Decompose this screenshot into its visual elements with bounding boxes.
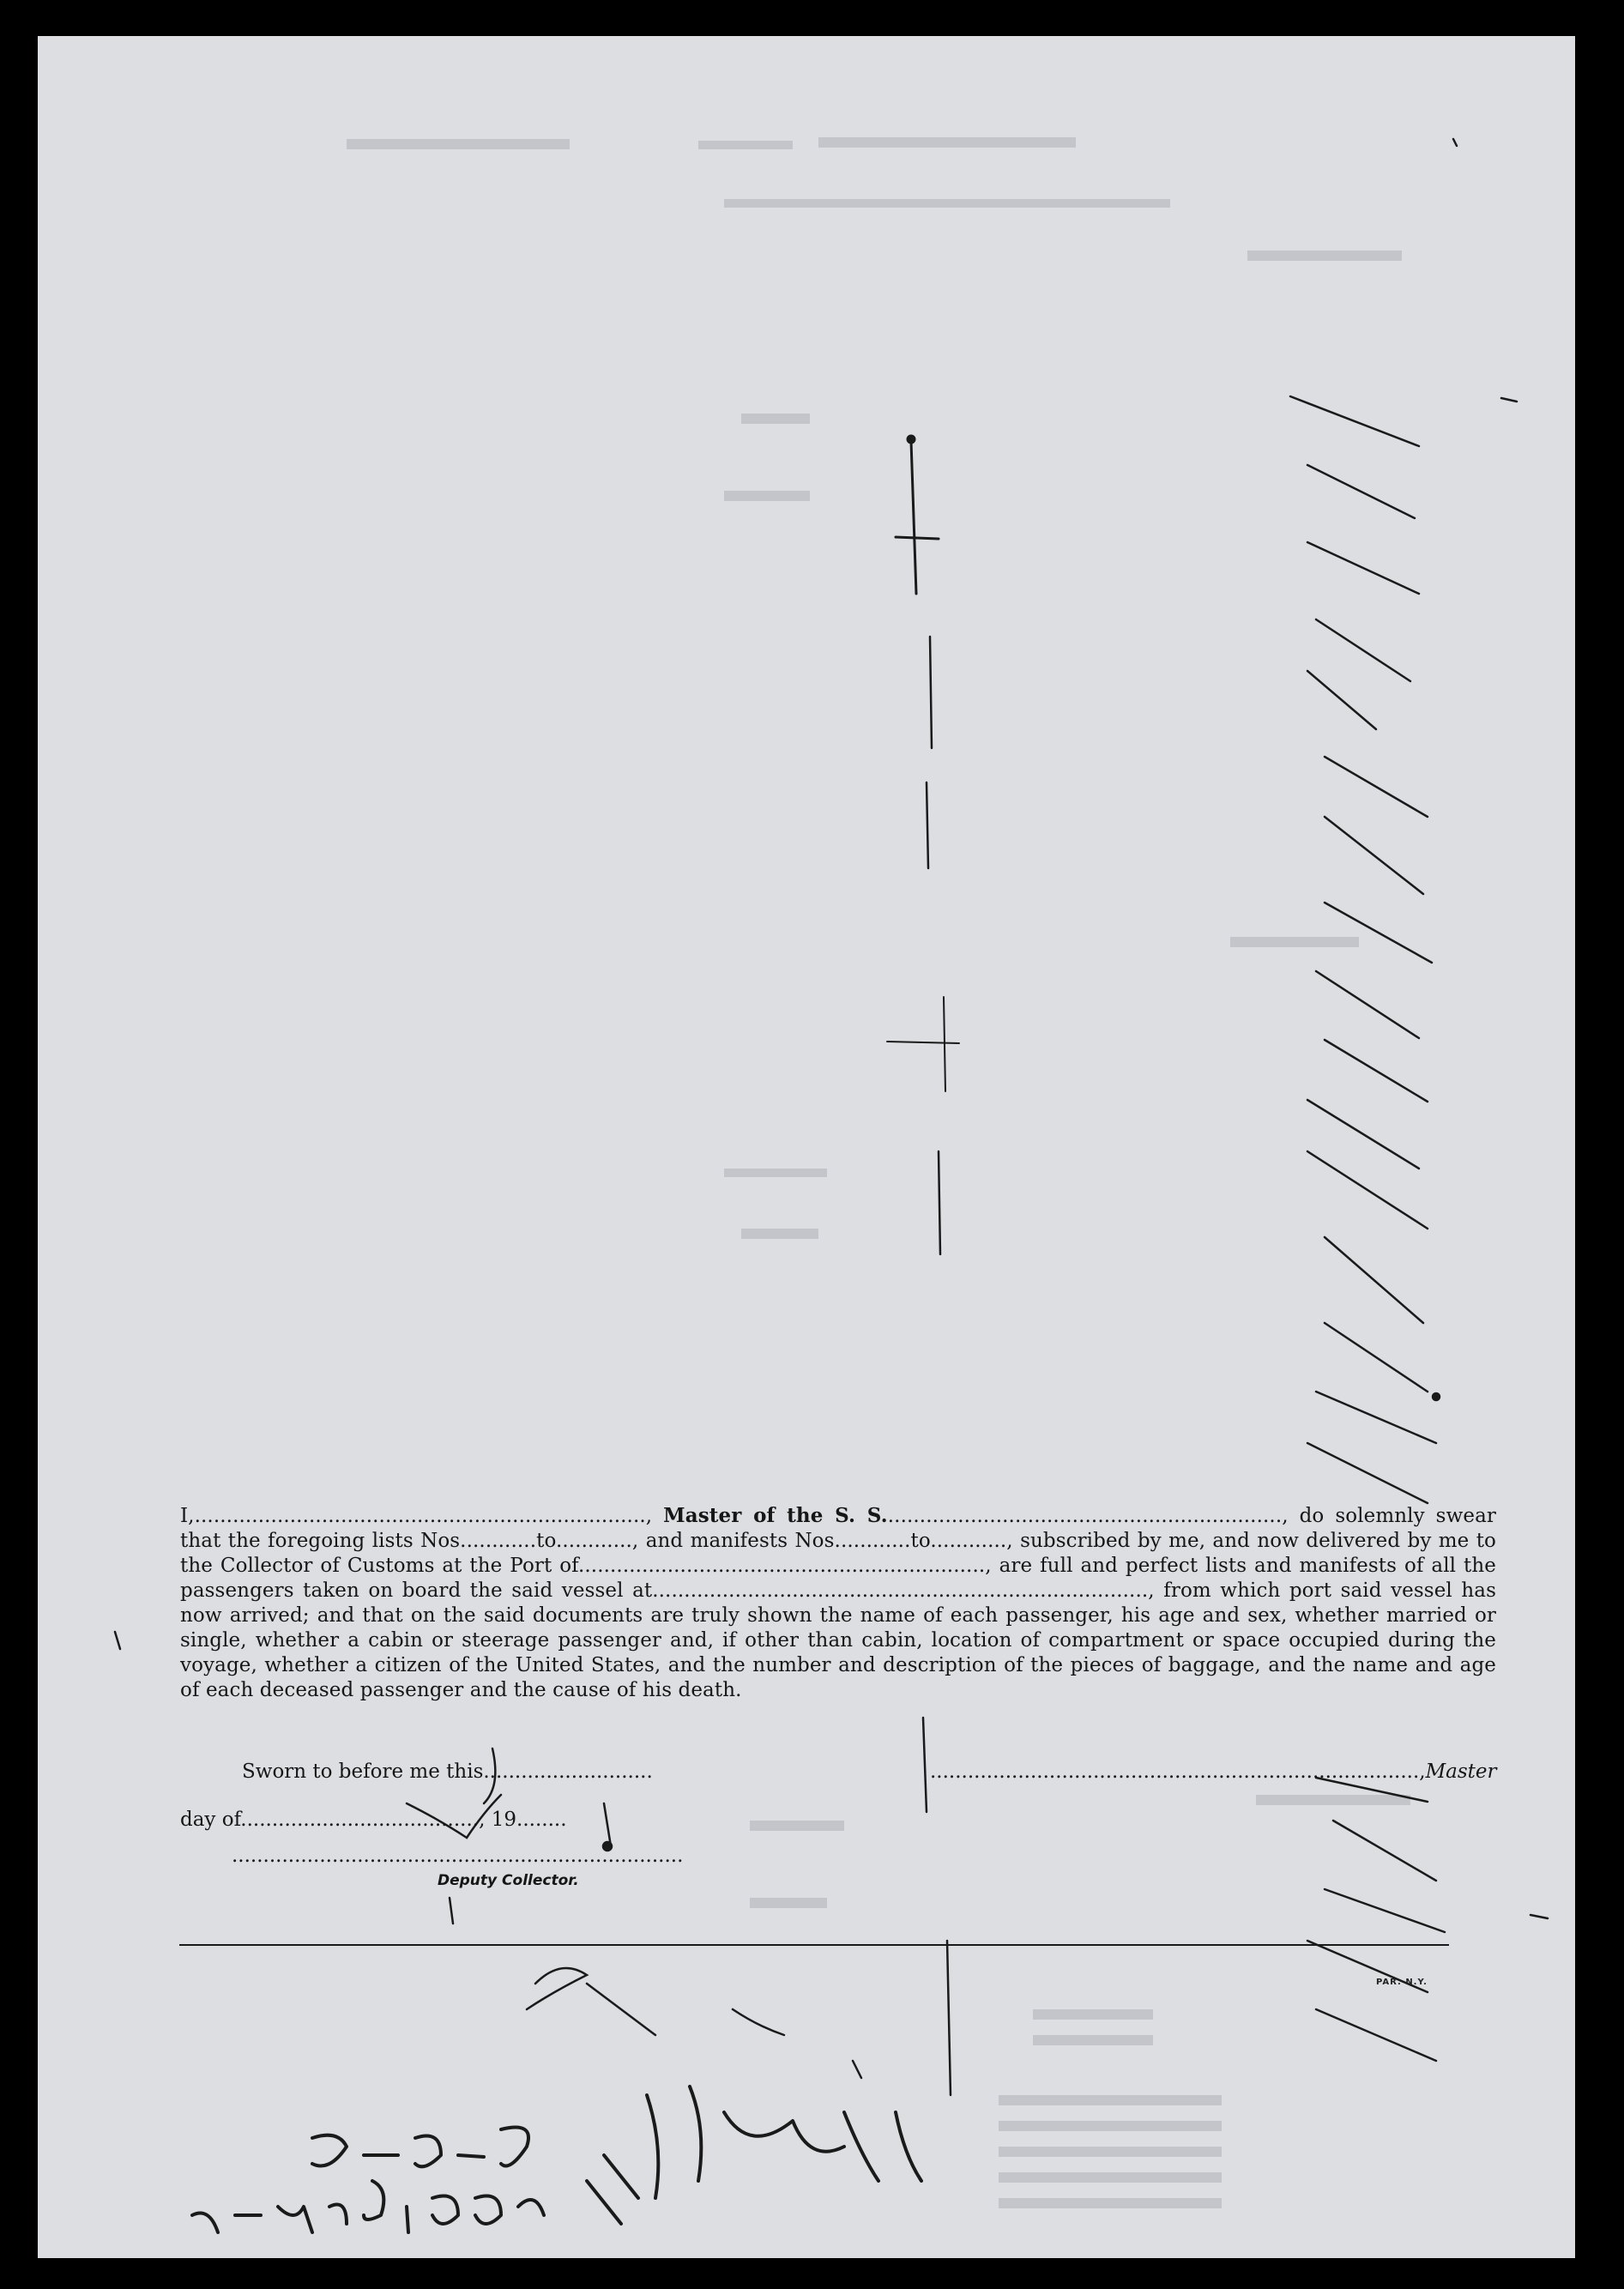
handwritten-number-text xyxy=(175,2198,178,2199)
day-blank: ......................................, xyxy=(240,1809,486,1831)
manifest-nos-blank: ............to............, xyxy=(834,1530,1013,1552)
year-label: 19 xyxy=(491,1809,517,1831)
master-label: Master xyxy=(1425,1761,1497,1783)
departure-port-blank: .............................................................................., xyxy=(652,1579,1155,1602)
oath-text-4: are full and perfect lists and manifests of all the passengers taken on board the said vessel at xyxy=(180,1555,1496,1602)
master-oath-paragraph xyxy=(180,1503,1496,1703)
port-blank: ................................................................, xyxy=(577,1555,992,1577)
sworn-blank: ........................... xyxy=(483,1761,653,1783)
handwritten-marks xyxy=(38,36,1575,2258)
oath-text-2: and manifests Nos xyxy=(645,1530,835,1552)
bleed-through-text xyxy=(347,137,1410,2208)
ship-name-blank: .............................................................., xyxy=(887,1505,1289,1527)
master-signature-blank: .............................................................................., xyxy=(930,1761,1426,1783)
sworn-label: Sworn to before me this xyxy=(242,1761,484,1783)
printer-mark: PAR. N.Y. xyxy=(1376,1978,1428,1987)
handwritten-date xyxy=(192,2087,921,2232)
year-blank: ........ xyxy=(516,1809,567,1831)
deputy-signature-blank: ........................................................................ xyxy=(232,1845,684,1867)
ink-scribbles xyxy=(407,1748,861,2078)
oath-text-1: do solemnly swear that the foregoing lists Nos xyxy=(180,1505,1496,1552)
oath-text-3: subscribed by me, and now delivered by me to the Collector of Customs at the Port of xyxy=(180,1530,1496,1577)
sworn-line xyxy=(242,1761,653,1783)
list-nos-blank: ............to............, xyxy=(460,1530,639,1552)
handwritten-date-text xyxy=(999,2129,1002,2130)
day-line xyxy=(180,1809,567,1831)
master-signature-line xyxy=(930,1761,1497,1783)
master-name-blank: ......................................................................., xyxy=(194,1505,653,1527)
pencil-column-line xyxy=(887,435,959,2095)
oath-I: I, xyxy=(180,1505,195,1527)
master-of-ss-label: Master of the S. S. xyxy=(663,1504,888,1527)
day-label: day of xyxy=(180,1809,241,1831)
manifest-page xyxy=(38,36,1575,2258)
deputy-collector-label: Deputy Collector. xyxy=(438,1872,579,1889)
oath-text-5: from which port said vessel has now arrived; and that on the said documents are truly shown the name of each passenger, his age and sex, whether married or single, whether a cabin or steerage passenger and, if other than cabin, location of compartment or space occupied during the voyage, whether a citizen of the United States, and the number and description of the pieces of baggage, and the name and age of each deceased passenger and the cause of his death. xyxy=(180,1579,1496,1701)
horizontal-rule xyxy=(179,1944,1449,1946)
